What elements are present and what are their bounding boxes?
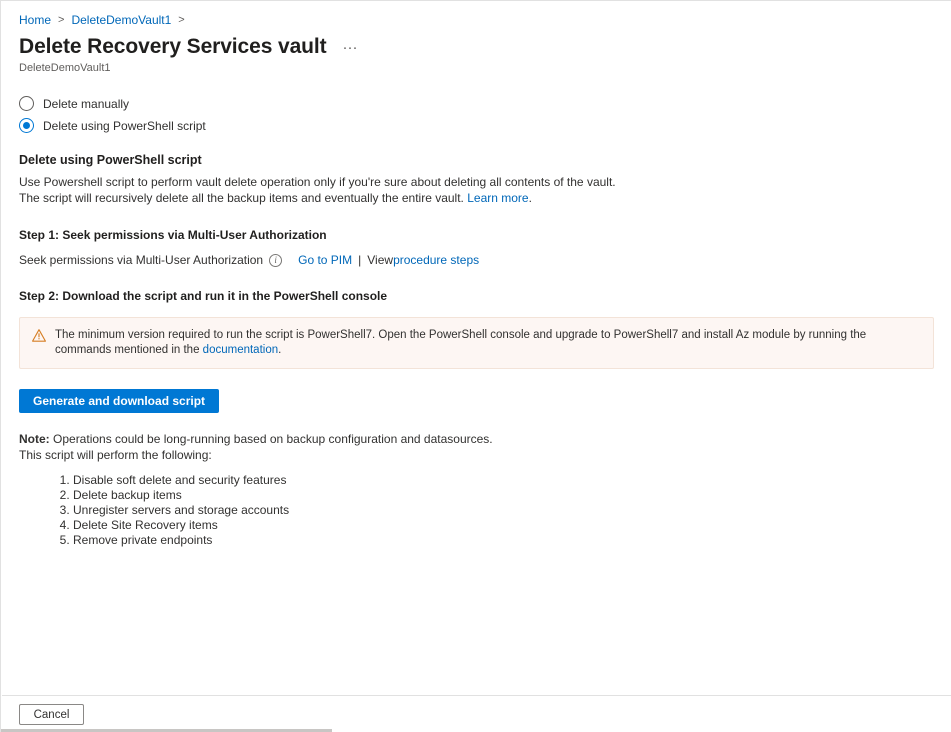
list-item: 4. Delete Site Recovery items xyxy=(73,518,933,533)
warning-text-after: . xyxy=(278,344,282,356)
title-row xyxy=(19,35,933,59)
list-item: 5. Remove private endpoints xyxy=(73,533,933,548)
go-to-pim-link[interactable]: Go to PIM xyxy=(298,253,353,267)
learn-more-link[interactable]: Learn more xyxy=(467,191,529,205)
warning-icon xyxy=(32,329,46,342)
radio-delete-powershell-label: Delete using PowerShell script xyxy=(43,118,206,133)
generate-and-download-script-button[interactable]: Generate and download script xyxy=(19,389,219,413)
step2-heading: Step 2: Download the script and run it in the PowerShell console xyxy=(19,289,388,303)
note-label: Note: xyxy=(19,432,50,446)
more-options-icon[interactable]: ··· xyxy=(342,38,358,56)
note-text: Operations could be long-running based on backup configuration and datasources. xyxy=(49,432,493,446)
radio-delete-powershell[interactable] xyxy=(19,118,933,133)
note-line xyxy=(19,431,933,447)
list-item: 1. Disable soft delete and security features xyxy=(73,473,933,488)
panel-content xyxy=(1,1,951,548)
page-title: Delete Recovery Services vault xyxy=(19,35,327,58)
list-item: 2. Delete backup items xyxy=(73,488,933,503)
warning-text-before: The minimum version required to run the script is PowerShell7. Open the PowerShell console and upgrade to PowerShell7 and install Az module by running the commands mentioned in the xyxy=(55,329,867,356)
mua-text: Seek permissions via Multi-User Authorization xyxy=(19,253,264,267)
section-description-period: . xyxy=(528,191,532,205)
radio-delete-manually-label: Delete manually xyxy=(43,96,130,111)
section-description-text: Use Powershell script to perform vault delete operation only if you're sure about deleting all contents of the vault. The script will recursively delete all the backup items and eventually the entire vault. xyxy=(19,175,616,205)
section-description xyxy=(19,174,619,206)
breadcrumb-item-home[interactable]: Home xyxy=(19,13,52,27)
radio-unchecked-icon[interactable] xyxy=(19,96,34,111)
breadcrumb-separator-icon-2: > xyxy=(178,14,185,26)
list-item: 3. Unregister servers and storage accounts xyxy=(73,503,933,518)
documentation-link[interactable]: documentation xyxy=(202,344,279,356)
info-icon[interactable]: i xyxy=(269,254,282,267)
radio-checked-icon[interactable] xyxy=(19,118,34,133)
view-text: View xyxy=(367,253,394,267)
radio-delete-manually[interactable] xyxy=(19,96,933,111)
breadcrumb xyxy=(19,11,933,29)
delete-mode-radio-group xyxy=(19,96,933,133)
section-heading: Delete using PowerShell script xyxy=(19,153,202,167)
warning-text xyxy=(55,328,921,358)
cancel-button[interactable]: Cancel xyxy=(19,704,84,725)
task-list xyxy=(19,473,933,548)
step1-heading: Step 1: Seek permissions via Multi-User Authorization xyxy=(19,228,327,242)
breadcrumb-separator-icon: > xyxy=(58,14,65,26)
breadcrumb-item-vault[interactable]: DeleteDemoVault1 xyxy=(71,13,172,27)
note-subtext: This script will perform the following: xyxy=(19,448,212,462)
separator-pipe: | xyxy=(358,253,362,267)
procedure-steps-link[interactable]: procedure steps xyxy=(393,253,480,267)
page-subtitle: DeleteDemoVault1 xyxy=(19,62,111,74)
footer-bar xyxy=(2,695,951,732)
note-block xyxy=(19,431,933,548)
warning-banner xyxy=(19,317,934,369)
mua-row xyxy=(19,253,933,267)
